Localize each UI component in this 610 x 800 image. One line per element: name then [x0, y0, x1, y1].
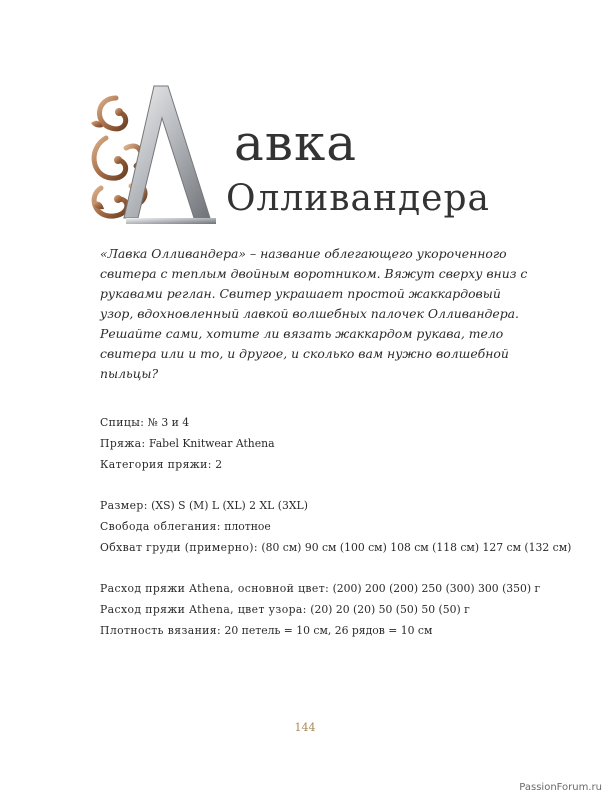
title-first-word: [234, 114, 357, 172]
sizing-group: [100, 495, 572, 558]
title-second-word: Олливандера: [226, 178, 490, 219]
spec-label: Расход пряжи Athena, цвет узора:: [100, 603, 307, 616]
spec-ease: [100, 516, 560, 537]
spec-label: Размер:: [100, 499, 148, 512]
ornamental-initial-art: [86, 78, 226, 228]
spec-label: Плотность вязания:: [100, 624, 222, 637]
spec-label: Спицы:: [100, 416, 145, 429]
spec-value: Fabel Knitwear Athena: [148, 437, 275, 450]
title-block: [86, 78, 526, 228]
spec-yarn: [100, 433, 560, 454]
spec-label: Пряжа:: [100, 437, 146, 450]
spec-value: № 3 и 4: [147, 416, 190, 429]
materials-group: [100, 412, 560, 475]
spec-value: (80 см) 90 см (100 см) 108 см (118 см) 127 см (132 см): [261, 541, 572, 554]
spec-value: плотное: [224, 520, 271, 533]
spec-value: (XS) S (M) L (XL) 2 XL (3XL): [151, 499, 308, 512]
watermark: PassionForum.ru: [519, 782, 602, 793]
spec-value: 2: [215, 458, 223, 471]
spec-label: Расход пряжи Athena, основной цвет:: [100, 582, 330, 595]
spec-value: (200) 200 (200) 250 (300) 300 (350) г: [332, 582, 541, 595]
consumption-group: [100, 578, 560, 641]
spec-size: [100, 495, 560, 516]
spec-value: 20 петель = 10 см, 26 рядов = 10 см: [224, 624, 433, 637]
specifications: [100, 412, 572, 661]
spec-label: Категория пряжи:: [100, 458, 212, 471]
intro-text: «Лавка Олливандера» – название облегающего укороченного свитера с теплым двойным воротником. Вяжут сверху вниз с рукавами реглан. Свитер украшает простой жаккардовый узор, вдохновленный лавкой волшебных палочек Олливандера. Решайте сами, хотите ли вязать жаккардом рукава, тело свитера или и то, и другое, и сколько вам нужно волшебной пыльцы?: [100, 246, 528, 381]
spec-label: Свобода облегания:: [100, 520, 221, 533]
spec-gauge: [100, 620, 560, 641]
page-number: 144: [294, 721, 316, 734]
title-first-word-rest: авка: [234, 114, 358, 172]
spec-yarn-category: [100, 454, 560, 475]
spec-needles: [100, 412, 560, 433]
spec-label: Обхват груди (примерно):: [100, 541, 258, 554]
intro-paragraph: [100, 244, 530, 384]
spec-value: (20) 20 (20) 50 (50) 50 (50) г: [310, 603, 470, 616]
spec-main-color: [100, 578, 560, 599]
spec-chest: [100, 537, 572, 558]
spec-pattern-color: [100, 599, 560, 620]
